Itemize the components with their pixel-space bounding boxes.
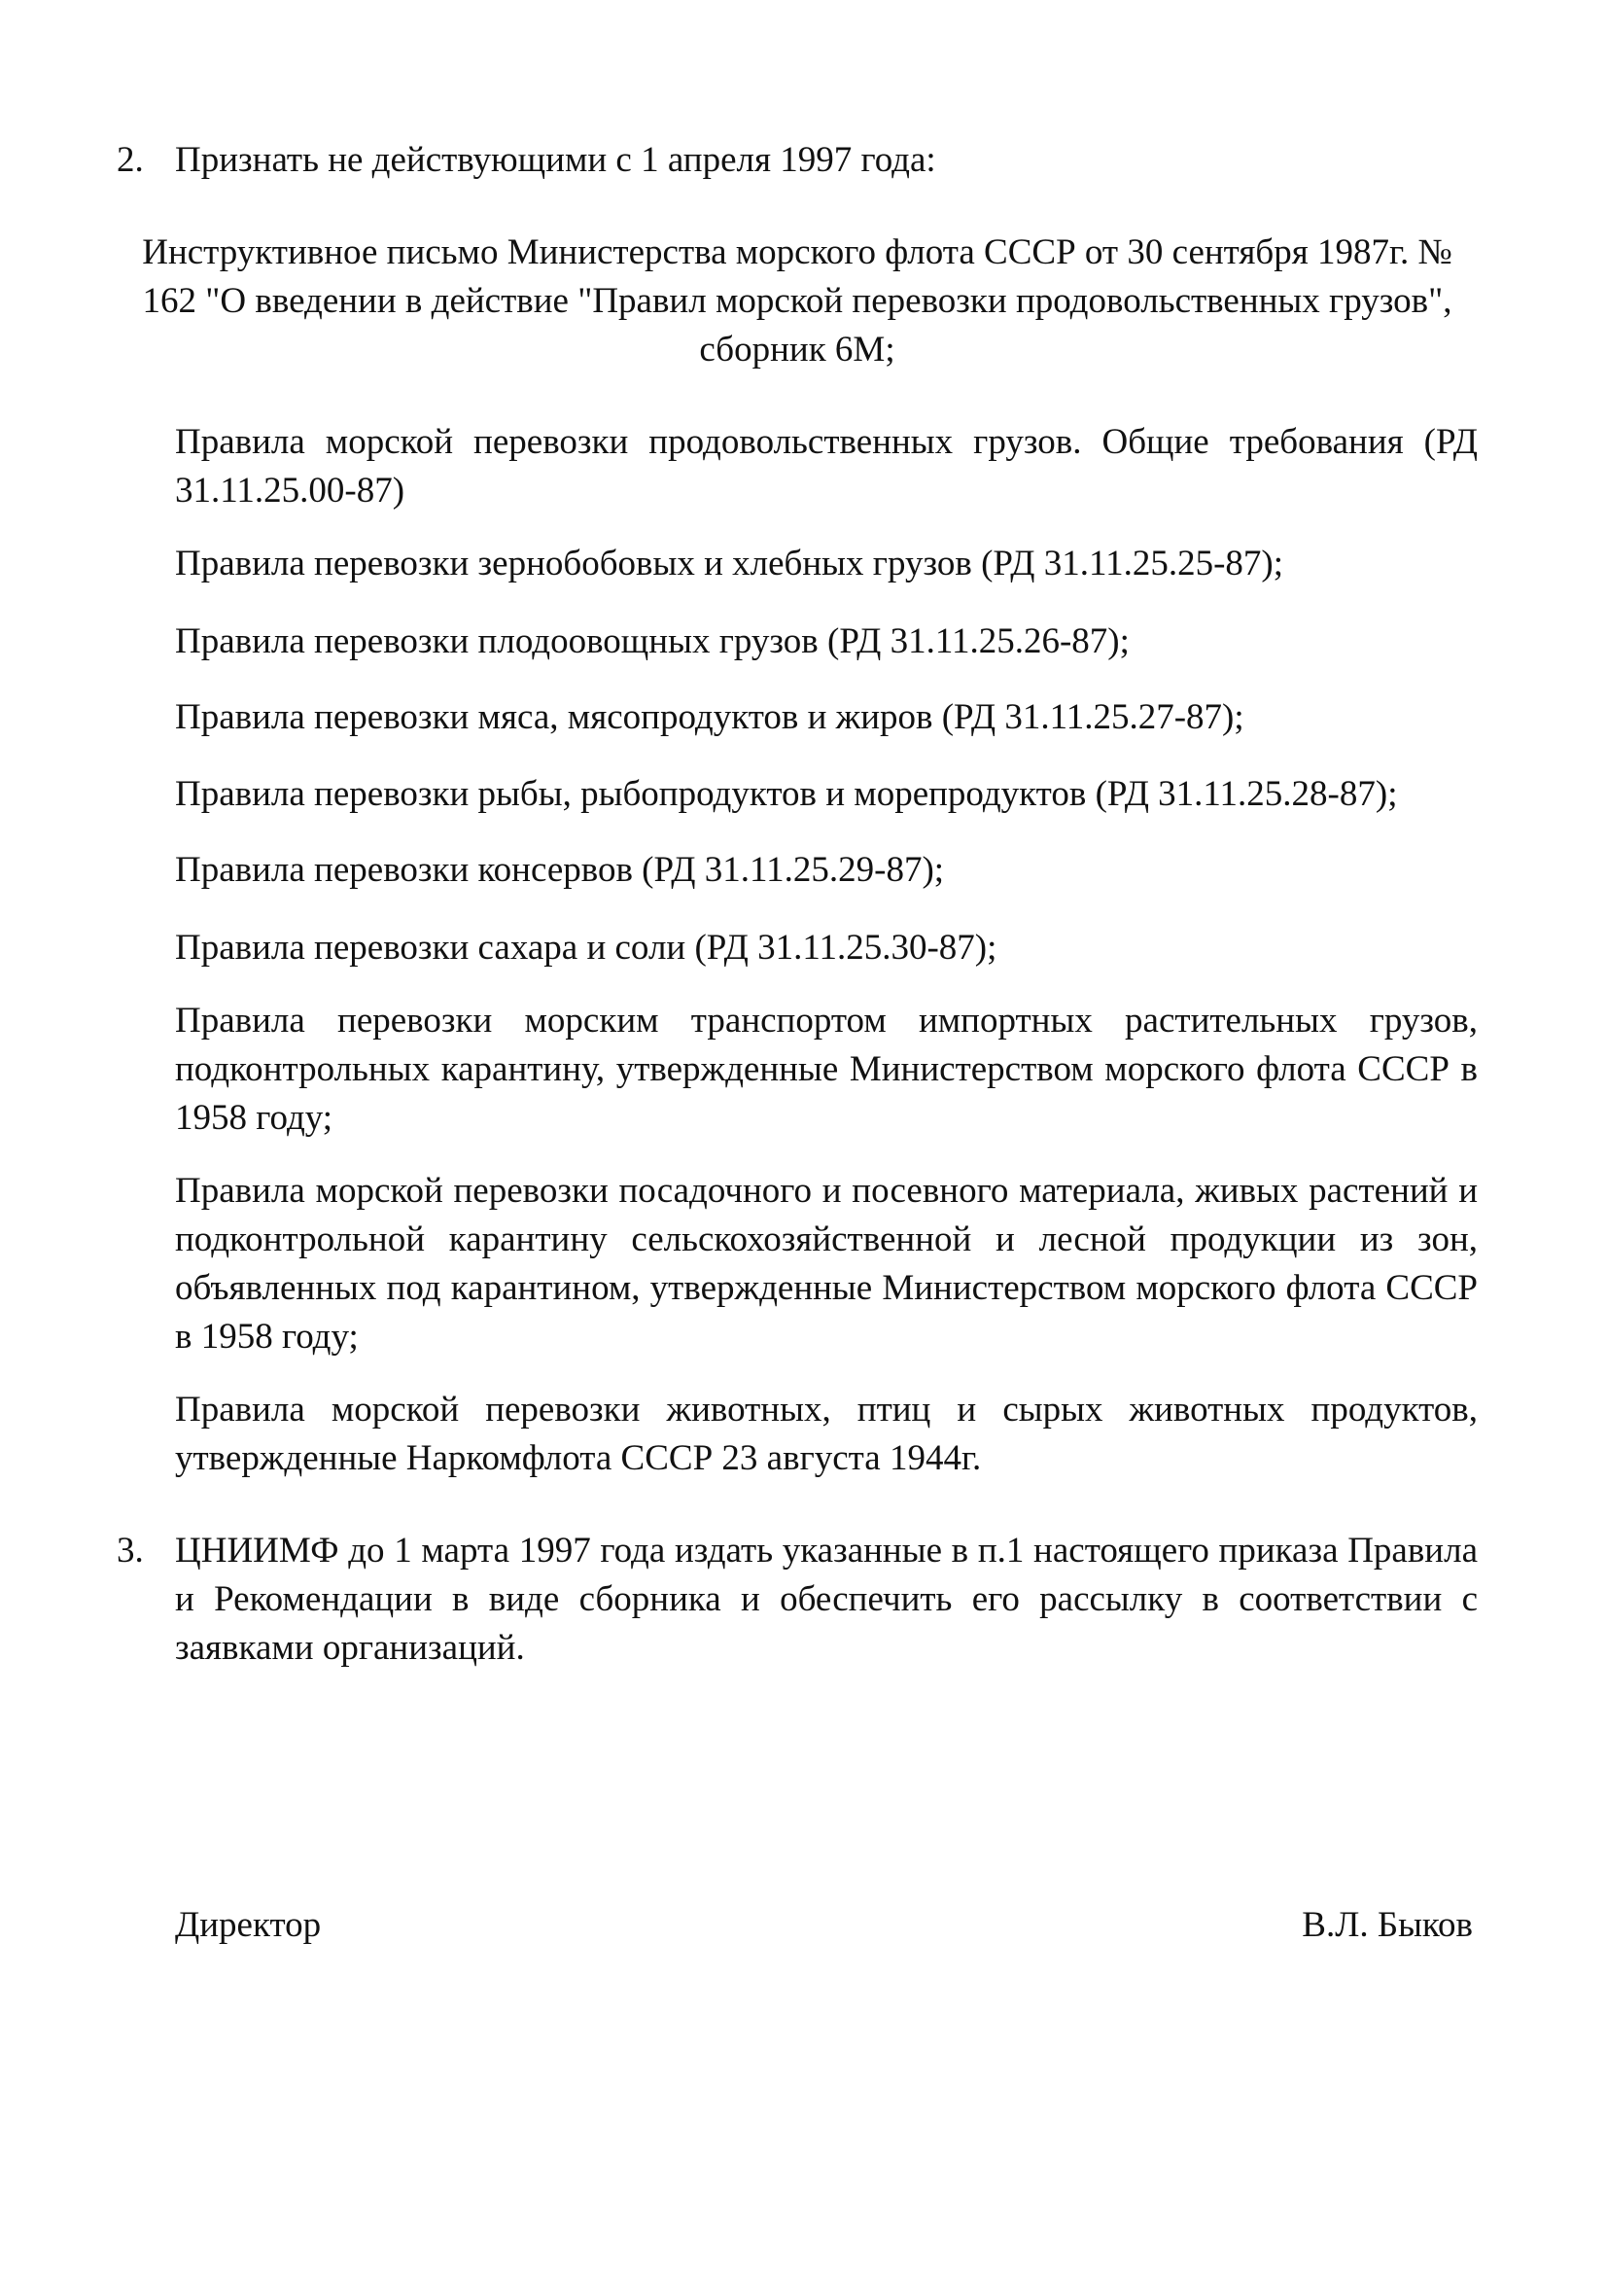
rule-general: Правила морской перевозки продовольственных грузов. Общие требования (РД 31.11.25.00-87) [175,422,1478,511]
rule-canned: Правила перевозки консервов (РД 31.11.25.29-87); [175,850,945,890]
instruction-letter: Инструктивное письмо Министерства морского флота СССР от 30 сентября 1987г. № 162 "О введении в действие "Правил морской перевозки продовольственных грузов", сборник 6М; [142,232,1452,370]
rule-animals: Правила морской перевозки животных, птиц и сырых животных продуктов, утвержденные Наркомфлота СССР 23 августа 1944г. [175,1390,1478,1478]
rule-meat: Правила перевозки мяса, мясопродуктов и жиров (РД 31.11.25.27-87); [175,697,1244,737]
rule-import-plant: Правила перевозки морским транспортом импортных растительных грузов, подконтрольных карантину, утвержденные Министерством морского флота СССР в 1958 году; [175,1001,1478,1138]
rule-grain: Правила перевозки зернобобовых и хлебных грузов (РД 31.11.25.25-87); [175,544,1284,583]
rule-fish: Правила перевозки рыбы, рыбопродуктов и морепродуктов (РД 31.11.25.28-87); [175,774,1398,814]
item-2-text: Признать не действующими с 1 апреля 1997 года: [175,140,936,180]
item-2-number: 2. [117,140,144,180]
item-3-text: ЦНИИМФ до 1 марта 1997 года издать указанные в п.1 настоящего приказа Правила и Рекомендации в виде сборника и обеспечить его рассылку в соответствии с заявками организаций. [175,1531,1478,1668]
item-3-number: 3. [117,1531,144,1571]
signature-name: В.Л. Быков [1302,1905,1473,1945]
rule-fruit-vegetable: Правила перевозки плодоовощных грузов (РД 31.11.25.26-87); [175,621,1130,661]
item-3 [117,1527,1478,1673]
rule-seed-material: Правила морской перевозки посадочного и посевного материала, живых растений и подконтрольной карантину сельскохозяйственной и лесной продукции из зон, объявленных под карантином, утвержденные Министерством морского флота СССР в 1958 году; [175,1171,1478,1357]
rule-sugar-salt: Правила перевозки сахара и соли (РД 31.11.25.30-87); [175,928,997,968]
signature-title: Директор [175,1905,322,1945]
item-2 [117,136,1478,185]
